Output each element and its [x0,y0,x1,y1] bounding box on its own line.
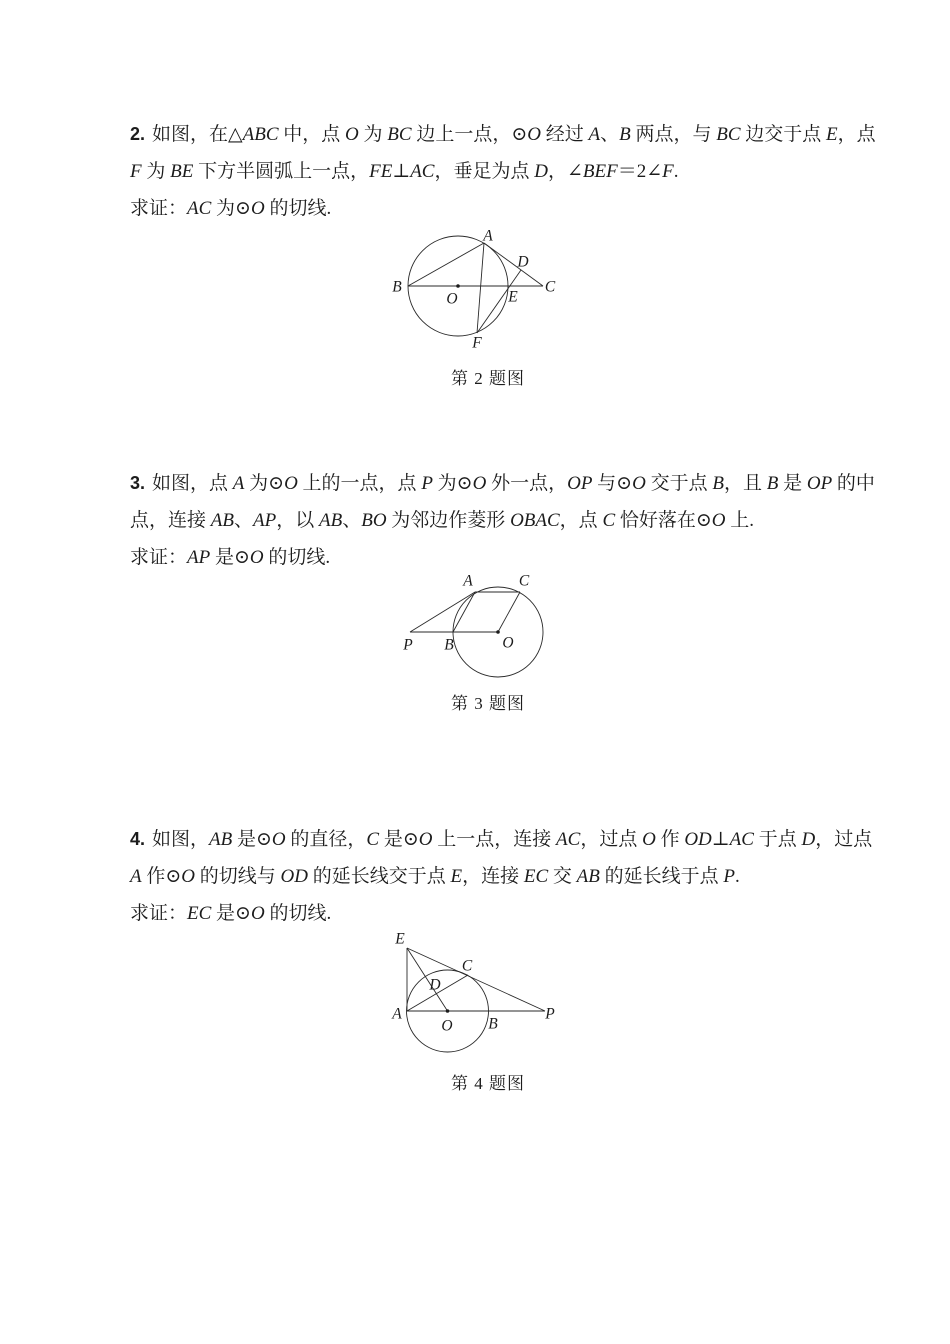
line-PA [410,592,475,632]
point-label-O: O [502,634,514,652]
figure-3-drawing [400,578,555,683]
line-CO [498,592,520,632]
point-label-P: P [403,636,413,654]
point-label-E: E [508,288,518,306]
problem-3 [130,465,875,576]
point-label-C: C [461,957,473,975]
point-label-A: A [463,572,473,590]
point-label-B: B [392,278,402,296]
point-label-O: O [441,1017,453,1035]
problem-3-line-1 [130,465,875,502]
point-label-C: C [518,572,530,590]
problem-4-line-1 [130,821,872,858]
point-label-A: A [483,227,493,245]
problem-2-line-3: 求证：AC 为⊙O 的切线. [130,198,332,219]
point-label-F: F [472,334,482,352]
problem-2-number: 2. [130,124,146,144]
center-dot-O [456,284,460,288]
point-label-P: P [545,1005,555,1023]
figure-3-caption: 第 3 题图 [451,694,525,713]
point-label-A: A [392,1005,402,1023]
problem-2-line-1 [130,116,876,153]
problem-4-text-1: 如图，AB 是⊙O 的直径，C 是⊙O 上一点，连接 AC，过点 O 作 OD⊥AC 于点 D，过点 [152,829,873,850]
line-AF [477,243,484,333]
point-label-D: D [429,976,441,994]
center-dot-O [446,1009,450,1013]
figure-4-drawing [390,935,565,1060]
center-dot-O [496,630,500,634]
figure-problem-4 [390,930,565,1060]
problem-3-line-3: 求证：AP 是⊙O 的切线. [130,547,331,568]
problem-4 [130,821,872,932]
point-label-B: B [488,1015,498,1033]
point-label-B: B [444,636,454,654]
problem-3-line-2: 点，连接 AB、AP，以 AB、BO 为邻边作菱形 OBAC，点 C 恰好落在⊙O 上. [130,510,755,531]
point-label-D: D [517,253,529,271]
figure-problem-2 [385,228,570,353]
problem-4-line-3: 求证：EC 是⊙O 的切线. [130,903,332,924]
figure-4-caption: 第 4 题图 [451,1074,525,1093]
problem-4-number: 4. [130,829,146,849]
problem-2-text-1: 如图，在△ABC 中，点 O 为 BC 边上一点，⊙O 经过 A、B 两点，与 BC 边交于点 E，点 [152,124,876,145]
figure-problem-3 [400,572,555,683]
line-AC [484,243,543,286]
problem-3-number: 3. [130,473,146,493]
problem-2 [130,116,876,227]
problem-3-text-1: 如图，点 A 为⊙O 上的一点，点 P 为⊙O 外一点，OP 与⊙O 交于点 B，且 B 是 OP 的中 [152,473,875,494]
figure-2-caption: 第 2 题图 [451,369,525,388]
problem-4-line-2: A 作⊙O 的切线与 OD 的延长线交于点 E，连接 EC 交 AB 的延长线于点 P. [130,866,740,887]
line-BA [408,243,484,286]
point-label-O: O [446,290,458,308]
problem-2-line-2: F 为 BE 下方半圆弧上一点，FE⊥AC，垂足为点 D，∠BEF＝2∠F. [130,161,679,182]
point-label-C: C [544,278,556,296]
line-BA [453,592,475,632]
point-label-E: E [395,930,405,948]
